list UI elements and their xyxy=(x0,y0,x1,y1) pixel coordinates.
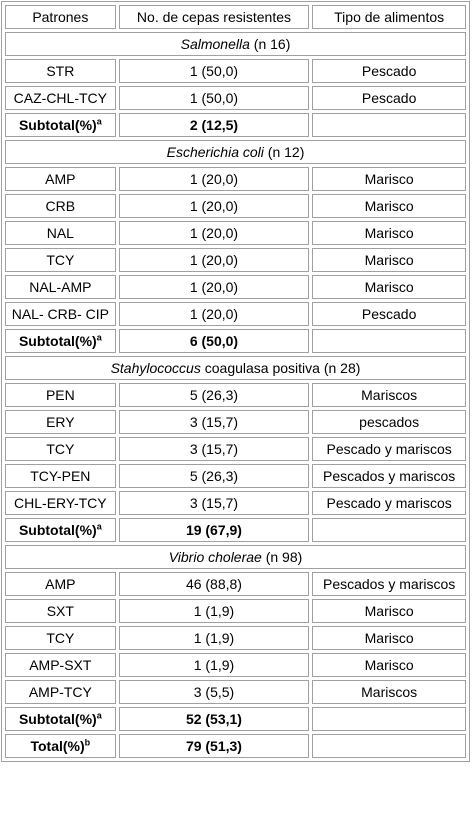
subtotal-footnote: a xyxy=(96,710,102,721)
pattern-cell: AMP-TCY xyxy=(5,680,116,704)
total-empty xyxy=(312,734,466,758)
pattern-cell: AMP xyxy=(5,572,116,596)
pattern-cell: AMP xyxy=(5,167,116,191)
total-row xyxy=(5,734,466,758)
pattern-cell: CAZ-CHL-TCY xyxy=(5,86,116,110)
subtotal-footnote: a xyxy=(96,521,102,532)
pattern-cell: TCY-PEN xyxy=(5,464,116,488)
subtotal-label xyxy=(5,329,116,353)
food-type-cell: Marisco xyxy=(312,626,466,650)
food-type-cell: Pescado y mariscos xyxy=(312,437,466,461)
subtotal-label xyxy=(5,707,116,731)
section-title xyxy=(5,356,466,380)
strain-count-cell: 46 (88,8) xyxy=(119,572,310,596)
pattern-cell: NAL xyxy=(5,221,116,245)
pattern-cell: TCY xyxy=(5,437,116,461)
table-row xyxy=(5,491,466,515)
pattern-cell: STR xyxy=(5,59,116,83)
subtotal-value: 6 (50,0) xyxy=(119,329,310,353)
table-row xyxy=(5,167,466,191)
strain-count-cell: 3 (15,7) xyxy=(119,437,310,461)
section-row xyxy=(5,545,466,569)
pattern-cell: SXT xyxy=(5,599,116,623)
subtotal-text: Subtotal(%) xyxy=(18,522,97,538)
pattern-cell: NAL- CRB- CIP xyxy=(5,302,116,326)
subtotal-footnote: a xyxy=(96,332,102,343)
strain-count-cell: 1 (50,0) xyxy=(119,59,310,83)
strain-count-cell: 1 (20,0) xyxy=(119,302,310,326)
subtotal-footnote: a xyxy=(96,116,102,127)
table-body xyxy=(5,32,466,758)
subtotal-value: 19 (67,9) xyxy=(119,518,310,542)
pattern-cell: ERY xyxy=(5,410,116,434)
organism-name: Vibrio cholerae xyxy=(168,549,262,565)
header-patrones: Patrones xyxy=(5,5,116,29)
strain-count-cell: 5 (26,3) xyxy=(119,383,310,407)
subtotal-text: Subtotal(%) xyxy=(18,117,97,133)
table-row xyxy=(5,194,466,218)
strain-count-cell: 1 (20,0) xyxy=(119,221,310,245)
total-label xyxy=(5,734,116,758)
subtotal-empty xyxy=(312,113,466,137)
subtotal-empty xyxy=(312,707,466,731)
food-type-cell: Marisco xyxy=(312,167,466,191)
table-row xyxy=(5,464,466,488)
organism-suffix: coagulasa positiva xyxy=(200,360,320,376)
subtotal-text: Subtotal(%) xyxy=(18,333,97,349)
table-row xyxy=(5,653,466,677)
food-type-cell: pescados xyxy=(312,410,466,434)
strain-count-cell: 1 (20,0) xyxy=(119,194,310,218)
subtotal-row xyxy=(5,329,466,353)
sample-count: (n 28) xyxy=(319,360,361,376)
pattern-cell: TCY xyxy=(5,248,116,272)
resistance-table xyxy=(1,1,470,762)
section-row xyxy=(5,356,466,380)
table-header xyxy=(5,5,466,29)
section-title xyxy=(5,32,466,56)
strain-count-cell: 1 (50,0) xyxy=(119,86,310,110)
strain-count-cell: 1 (1,9) xyxy=(119,653,310,677)
table-row xyxy=(5,626,466,650)
subtotal-value: 52 (53,1) xyxy=(119,707,310,731)
food-type-cell: Marisco xyxy=(312,194,466,218)
subtotal-row xyxy=(5,707,466,731)
subtotal-empty xyxy=(312,329,466,353)
table-row xyxy=(5,248,466,272)
table-row xyxy=(5,599,466,623)
table-row xyxy=(5,383,466,407)
header-row xyxy=(5,5,466,29)
table-row xyxy=(5,59,466,83)
strain-count-cell: 1 (20,0) xyxy=(119,275,310,299)
subtotal-label xyxy=(5,113,116,137)
table-row xyxy=(5,275,466,299)
food-type-cell: Marisco xyxy=(312,248,466,272)
total-footnote: b xyxy=(84,737,91,748)
food-type-cell: Mariscos xyxy=(312,383,466,407)
food-type-cell: Marisco xyxy=(312,221,466,245)
strain-count-cell: 1 (1,9) xyxy=(119,626,310,650)
food-type-cell: Marisco xyxy=(312,653,466,677)
food-type-cell: Pescados y mariscos xyxy=(312,464,466,488)
food-type-cell: Pescado xyxy=(312,86,466,110)
strain-count-cell: 1 (1,9) xyxy=(119,599,310,623)
strain-count-cell: 3 (5,5) xyxy=(119,680,310,704)
header-alimentos: Tipo de alimentos xyxy=(312,5,466,29)
section-row xyxy=(5,32,466,56)
food-type-cell: Pescado y mariscos xyxy=(312,491,466,515)
organism-name: Escherichia coli xyxy=(166,144,264,160)
table-row xyxy=(5,437,466,461)
section-row xyxy=(5,140,466,164)
organism-name: Stahylococcus xyxy=(110,360,201,376)
sample-count: (n 98) xyxy=(261,549,303,565)
strain-count-cell: 3 (15,7) xyxy=(119,491,310,515)
pattern-cell: NAL-AMP xyxy=(5,275,116,299)
strain-count-cell: 1 (20,0) xyxy=(119,248,310,272)
pattern-cell: AMP-SXT xyxy=(5,653,116,677)
sample-count: (n 16) xyxy=(249,36,291,52)
food-type-cell: Marisco xyxy=(312,275,466,299)
food-type-cell: Marisco xyxy=(312,599,466,623)
food-type-cell: Pescado xyxy=(312,302,466,326)
pattern-cell: PEN xyxy=(5,383,116,407)
total-text: Total(%) xyxy=(30,738,85,754)
header-cepas: No. de cepas resistentes xyxy=(119,5,310,29)
subtotal-row xyxy=(5,518,466,542)
food-type-cell: Mariscos xyxy=(312,680,466,704)
organism-name: Salmonella xyxy=(180,36,250,52)
section-title xyxy=(5,140,466,164)
strain-count-cell: 1 (20,0) xyxy=(119,167,310,191)
table-row xyxy=(5,221,466,245)
food-type-cell: Pescado xyxy=(312,59,466,83)
subtotal-empty xyxy=(312,518,466,542)
section-title xyxy=(5,545,466,569)
table-row xyxy=(5,680,466,704)
food-type-cell: Pescados y mariscos xyxy=(312,572,466,596)
table-row xyxy=(5,86,466,110)
subtotal-value: 2 (12,5) xyxy=(119,113,310,137)
pattern-cell: CHL-ERY-TCY xyxy=(5,491,116,515)
table-row xyxy=(5,572,466,596)
pattern-cell: TCY xyxy=(5,626,116,650)
table-row xyxy=(5,410,466,434)
sample-count: (n 12) xyxy=(263,144,305,160)
table-row xyxy=(5,302,466,326)
strain-count-cell: 5 (26,3) xyxy=(119,464,310,488)
subtotal-text: Subtotal(%) xyxy=(18,711,97,727)
pattern-cell: CRB xyxy=(5,194,116,218)
subtotal-label xyxy=(5,518,116,542)
subtotal-row xyxy=(5,113,466,137)
total-value: 79 (51,3) xyxy=(119,734,310,758)
strain-count-cell: 3 (15,7) xyxy=(119,410,310,434)
